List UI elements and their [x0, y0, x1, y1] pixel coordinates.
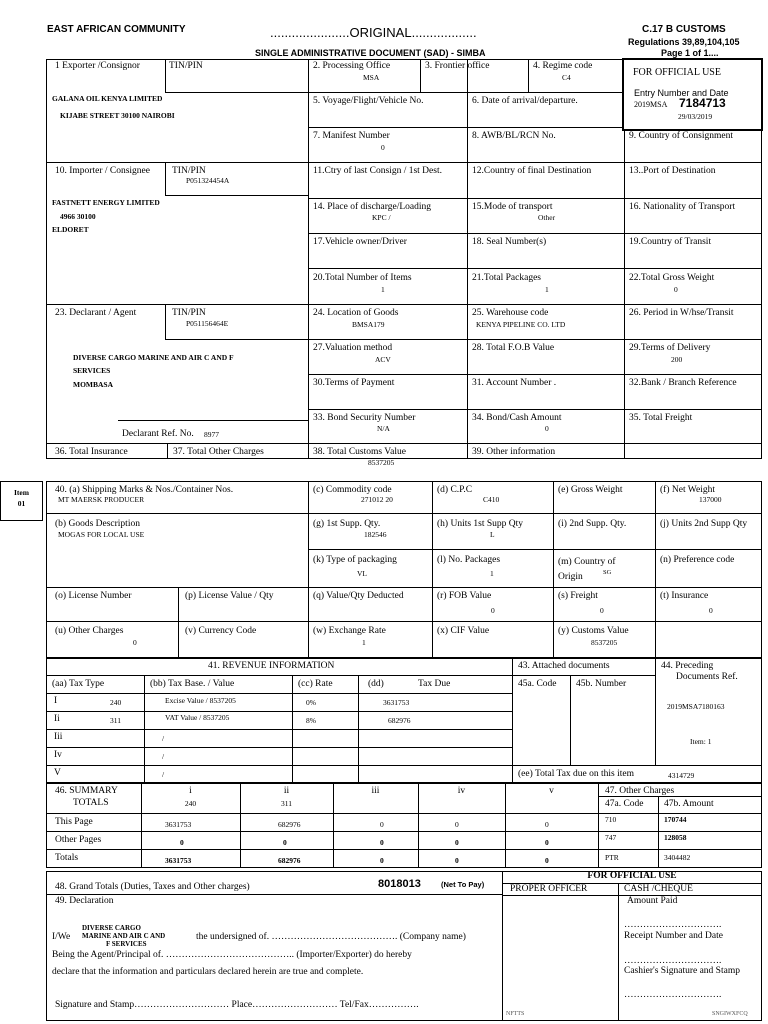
total-customs-value-label: 38. Total Customs Value	[313, 447, 406, 457]
summary-col-v: v	[549, 786, 554, 796]
cashier-signature-label: Cashier's Signature and Stamp	[624, 966, 740, 976]
other-charges-value: 0	[133, 638, 137, 647]
no-packages-label: (l) No. Packages	[437, 555, 501, 565]
other-information-label: 39. Other information	[472, 447, 556, 457]
total-packages-value: 1	[545, 285, 549, 294]
warehouse-code-label: 25. Warehouse code	[472, 308, 549, 318]
net-weight-label: (f) Net Weight	[660, 485, 715, 495]
entry-number-label: Entry Number and Date	[634, 88, 729, 98]
tax-type-header: (aa) Tax Type	[52, 679, 105, 689]
final-dots: ………………………….	[624, 990, 722, 1000]
country-origin-value: SG	[603, 569, 612, 576]
entry-prefix: 2019MSA	[634, 100, 668, 109]
declarant-name-line1: DIVERSE CARGO MARINE AND AIR C AND F	[73, 353, 234, 362]
tax-base-header: (bb) Tax Base. / Value	[150, 679, 235, 689]
regime-code-label: 4. Regime code	[533, 61, 593, 71]
freight-value: 0	[600, 606, 604, 615]
amount-paid-label: Amount Paid	[627, 896, 678, 906]
total-customs-value: 8537205	[368, 458, 395, 467]
cash-cheque-label: CASH /CHEQUE	[624, 884, 693, 894]
bond-security-label: 33. Bond Security Number	[313, 413, 416, 423]
terms-delivery-label: 29.Terms of Delivery	[629, 343, 711, 353]
terms-delivery-value: 200	[671, 355, 683, 364]
seal-number-label: 18. Seal Number(s)	[472, 237, 547, 247]
importer-label: 10. Importer / Consignee	[55, 166, 150, 176]
mode-transport-value: Other	[538, 213, 556, 222]
valuation-method-value: ACV	[375, 355, 391, 364]
location-goods-label: 24. Location of Goods	[313, 308, 399, 318]
total-freight-label: 35. Total Freight	[629, 413, 693, 423]
location-goods-value: BMSA179	[352, 320, 385, 329]
packaging-type-value: VL	[357, 569, 367, 578]
entry-date: 29/03/2019	[678, 112, 713, 121]
fob-value: 0	[491, 606, 495, 615]
official-use-title: FOR OFFICIAL USE	[633, 67, 721, 78]
page-number: Page 1 of 1....	[661, 48, 719, 58]
preceding-item: Item: 1	[690, 737, 712, 746]
mode-transport-label: 15.Mode of transport	[472, 202, 553, 212]
license-value-label: (p) License Value / Qty	[185, 591, 274, 601]
cpc-value: C410	[483, 495, 500, 504]
tax-due-header: Tax Due	[418, 679, 451, 689]
declarant-label: 23. Declarant / Agent	[55, 308, 137, 318]
total-packages-label: 21.Total Packages	[472, 273, 541, 283]
declaration-label: 49. Declaration	[55, 896, 114, 906]
other-charges-47-label: 47. Other Charges	[605, 786, 675, 796]
summary-code-ii: 311	[281, 799, 292, 808]
declarant-tin-label: TIN/PIN	[172, 308, 206, 318]
declarant-name-line2: SERVICES	[73, 366, 111, 375]
footer-code-left: NFTTS	[506, 1011, 525, 1017]
other-charges-code-label: 47a. Code	[605, 799, 644, 809]
declarant-city: MOMBASA	[73, 380, 113, 389]
bond-cash-label: 34. Bond/Cash Amount	[472, 413, 562, 423]
units-second-supp-label: (j) Units 2nd Supp Qty	[660, 519, 748, 529]
total-tax-item-label: (ee) Total Tax due on this item	[518, 769, 634, 779]
place-discharge-label: 14. Place of discharge/Loading	[313, 202, 432, 212]
manifest-number-label: 7. Manifest Number	[313, 131, 390, 141]
exporter-address: KIJABE STREET 30100 NAIROBI	[60, 111, 175, 120]
bank-reference-label: 32.Bank / Branch Reference	[629, 378, 737, 388]
grand-total-value: 8018013	[378, 878, 421, 890]
declaration-company-line2: MARINE AND AIR C AND	[82, 932, 166, 940]
total-fob-label: 28. Total F.O.B Value	[472, 343, 555, 353]
units-first-supp-label: (h) Units 1st Supp Qty	[437, 519, 524, 529]
frontier-office-label: 3. Frontier office	[425, 61, 490, 71]
declarant-ref: 8977	[204, 430, 219, 439]
entry-number: 7184713	[679, 96, 726, 110]
gross-weight-label: (e) Gross Weight	[558, 485, 623, 495]
goods-description-label: (b) Goods Description	[55, 519, 140, 529]
valuation-method-label: 27.Valuation method	[313, 343, 393, 353]
fob-value-label: (r) FOB Value	[437, 591, 492, 601]
period-warehouse-label: 26. Period in W/hse/Transit	[629, 308, 734, 318]
attached-number-label: 45b. Number	[576, 679, 627, 689]
shipping-marks-value: MT MAERSK PRODUCER	[58, 495, 145, 504]
customs-value: 8537205	[591, 638, 618, 647]
community-title: EAST AFRICAN COMMUNITY	[47, 24, 186, 35]
exchange-rate-value: 1	[362, 638, 366, 647]
place-discharge-value: KPC /	[372, 213, 391, 222]
summary-totals-title: TOTALS	[73, 798, 109, 808]
exporter-name: GALANA OIL KENYA LIMITED	[52, 94, 163, 103]
other-charges-label: (u) Other Charges	[55, 626, 124, 636]
bond-security-value: N/A	[377, 424, 390, 433]
sad-title: SINGLE ADMINISTRATIVE DOCUMENT (SAD) - SIMBA	[255, 48, 486, 58]
terms-payment-label: 30.Terms of Payment	[313, 378, 395, 388]
form-code: C.17 B CUSTOMS	[642, 24, 726, 35]
exporter-label: 1 Exporter /Consignor	[55, 61, 140, 71]
regulations: Regulations 39,89,104,105	[628, 37, 740, 47]
exporter-tin-label: TIN/PIN	[169, 61, 203, 71]
summary-col-ii: ii	[283, 786, 290, 796]
grand-total-label: 48. Grand Totals (Duties, Taxes and Other charges)	[55, 882, 250, 892]
preference-code-label: (n) Preference code	[660, 555, 735, 565]
insurance-value: 0	[709, 606, 713, 615]
freight-label: (s) Freight	[558, 591, 598, 601]
rate-header: (cc) Rate	[298, 679, 333, 689]
manifest-number-value: 0	[381, 143, 385, 152]
customs-value-label: (y) Customs Value	[558, 626, 629, 636]
importer-address2: ELDORET	[52, 225, 89, 234]
value-deducted-label: (q) Value/Qty Deducted	[313, 591, 404, 601]
bond-cash-value: 0	[545, 424, 549, 433]
total-insurance-label: 36. Total Insurance	[55, 447, 128, 457]
receipt-label: Receipt Number and Date	[624, 931, 723, 941]
item-number: 01	[17, 499, 26, 508]
net-to-pay-note: (Net To Pay)	[441, 880, 485, 889]
declarant-ref-label: Declarant Ref. No.	[122, 429, 194, 439]
final-destination-label: 12.Country of final Destination	[472, 166, 592, 176]
processing-office-value: MSA	[363, 73, 380, 82]
first-supp-qty-label: (g) 1st Supp. Qty.	[313, 519, 381, 529]
license-number-label: (o) License Number	[55, 591, 132, 601]
currency-code-label: (v) Currency Code	[185, 626, 257, 636]
item-label: Item	[14, 488, 29, 497]
declaration-statement: declare that the information and particulars declared herein are true and complete.	[52, 967, 364, 977]
summary-col-iii: iii	[371, 786, 380, 796]
total-other-charges-label: 37. Total Other Charges	[173, 447, 264, 457]
official-use-bottom-title: FOR OFFICIAL USE	[587, 871, 677, 881]
preceding-ref: 2019MSA7180163	[667, 702, 725, 711]
declaration-company-line1: DIVERSE CARGO	[82, 924, 141, 932]
declaration-undersigned: the undersigned of. …………………………………. (Company name)	[196, 932, 466, 942]
importer-tin-label: TIN/PIN	[172, 166, 206, 176]
port-destination-label: 13..Port of Destination	[629, 166, 716, 176]
commodity-code-label: (c) Commodity code	[313, 485, 392, 495]
total-items-value: 1	[381, 285, 385, 294]
processing-office-label: 2. Processing Office	[313, 61, 391, 71]
other-charges-amount-label: 47b. Amount	[664, 799, 714, 809]
receipt-dots: ………………………….	[624, 920, 722, 930]
dd-header: (dd)	[368, 679, 384, 689]
country-transit-label: 19.Country of Transit	[629, 237, 712, 247]
net-weight-value: 137000	[699, 495, 722, 504]
units-first-supp-value: L	[490, 530, 495, 539]
vehicle-owner-label: 17.Vehicle owner/Driver	[313, 237, 407, 247]
attached-documents-label: 43. Attached documents	[518, 661, 610, 671]
preceding-docs-label2: Documents Ref.	[676, 672, 738, 682]
country-origin-label: (m) Country of Origin	[558, 557, 616, 582]
total-gross-weight-value: 0	[674, 285, 678, 294]
cpc-label: (d) C.P.C	[437, 485, 473, 495]
footer-code-right: SNGIWXFCQ	[712, 1011, 748, 1017]
arrival-date-label: 6. Date of arrival/departure.	[472, 96, 578, 106]
packaging-type-label: (k) Type of packaging	[313, 555, 397, 565]
summary-col-iv: iv	[457, 786, 466, 796]
goods-description-value: MOGAS FOR LOCAL USE	[58, 530, 145, 539]
summary-title: 46. SUMMARY	[55, 786, 118, 796]
total-tax-item-value: 4314729	[668, 771, 695, 780]
shipping-marks-label: 40. (a) Shipping Marks & Nos./Container Nos.	[55, 485, 234, 495]
declaration-iwe: I/We	[52, 932, 71, 942]
importer-name: FASTNETT ENERGY LIMITED	[52, 198, 160, 207]
importer-address1: 4966 30100	[60, 212, 96, 221]
last-consign-label: 11.Ctry of last Consign / 1st Dest.	[313, 166, 442, 176]
account-number-label: 31. Account Number .	[472, 378, 557, 388]
total-items-label: 20.Total Number of Items	[313, 273, 412, 283]
warehouse-code-value: KENYA PIPELINE CO. LTD	[476, 320, 566, 329]
second-supp-qty-label: (i) 2nd Supp. Qty.	[558, 519, 627, 529]
exchange-rate-label: (w) Exchange Rate	[313, 626, 386, 636]
voyage-label: 5. Voyage/Flight/Vehicle No.	[313, 96, 424, 106]
original-banner: ......................ORIGINAL..................	[270, 25, 477, 40]
proper-officer-label: PROPER OFFICER	[510, 884, 588, 894]
total-gross-weight-label: 22.Total Gross Weight	[629, 273, 715, 283]
regime-code-value: C4	[562, 73, 571, 82]
attached-code-label: 45a. Code	[518, 679, 557, 689]
insurance-label: (t) Insurance	[660, 591, 709, 601]
cif-value-label: (x) CIF Value	[437, 626, 490, 636]
awb-label: 8. AWB/BL/RCN No.	[472, 131, 556, 141]
declaration-agent: Being the Agent/Principal of. ………………………………….. (Importer/Exporter) do hereby	[52, 950, 412, 960]
revenue-title: 41. REVENUE INFORMATION	[208, 661, 335, 671]
no-packages-value: 1	[490, 569, 494, 578]
declarant-tin: P051156464E	[186, 319, 229, 328]
summary-code-i: 240	[184, 799, 197, 808]
commodity-code-value: 271012 20	[361, 495, 393, 504]
summary-col-i: i	[189, 786, 192, 796]
cashier-dots: ………………………….	[624, 956, 722, 966]
preceding-docs-label: 44. Preceding	[661, 661, 714, 671]
first-supp-qty-value: 182546	[364, 530, 387, 539]
country-consignment-label: 9. Country of Consignment	[629, 131, 733, 141]
importer-tin: P051324454A	[186, 176, 230, 185]
nationality-transport-label: 16. Nationality of Transport	[629, 202, 736, 212]
declaration-company-line3: F SERVICES	[106, 940, 147, 948]
signature-line: Signature and Stamp………………………… Place……………………… Tel/Fax…………….	[55, 1000, 419, 1010]
